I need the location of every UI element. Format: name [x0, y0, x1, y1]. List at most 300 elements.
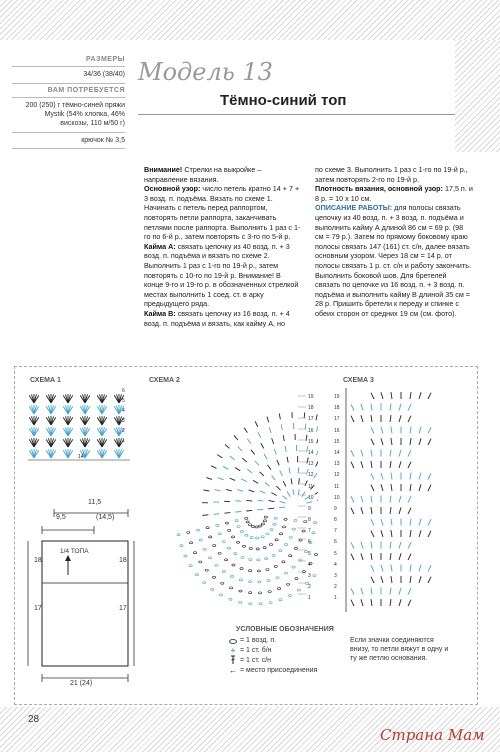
- s1-row: 6: [122, 388, 125, 394]
- stitch-mark: [237, 490, 243, 492]
- stitch-mark: [391, 519, 392, 526]
- stitch-mark: [241, 479, 246, 482]
- stitch-mark: [218, 478, 224, 480]
- chain-mark: [276, 577, 279, 579]
- s3-row-number: 7: [334, 528, 337, 535]
- s3-row-number: 13: [334, 461, 340, 468]
- chain-mark: [274, 565, 277, 567]
- stitch-mark: [391, 565, 392, 572]
- chain-mark: [284, 518, 287, 520]
- dim-height-lower-left: 17: [34, 605, 42, 612]
- stitch-mark: [242, 458, 246, 462]
- stitch-mark: [428, 519, 431, 525]
- chain-mark: [239, 590, 242, 592]
- stitch-mark: [381, 519, 383, 526]
- stitch-mark: [293, 489, 294, 495]
- stitch-mark: [410, 484, 411, 491]
- join-arrow-icon: ←: [229, 665, 237, 675]
- chain-mark: [189, 542, 192, 544]
- chain-mark: [227, 547, 230, 549]
- stitch-mark: [351, 554, 354, 560]
- stitch-mark: [419, 519, 421, 526]
- side-info: [12, 56, 125, 149]
- stitch-mark: [419, 392, 421, 399]
- chain-mark: [263, 547, 266, 549]
- stitch-mark: [428, 427, 431, 433]
- chain-mark: [267, 579, 270, 581]
- stitch-mark: [390, 450, 391, 457]
- stitch-mark: [251, 450, 255, 455]
- chain-mark: [302, 530, 305, 532]
- s2-row-number: 5: [308, 550, 311, 557]
- stitch-mark: [217, 455, 222, 458]
- chain-mark: [213, 545, 216, 547]
- chain-mark: [222, 571, 225, 573]
- single-crochet-icon: +: [230, 645, 236, 655]
- legend: [226, 635, 346, 675]
- stitch-mark: [265, 483, 270, 487]
- chain-mark: [229, 598, 232, 600]
- s3-row-number: 3: [334, 573, 337, 579]
- stitch-mark: [244, 428, 247, 433]
- chain-mark: [299, 539, 302, 541]
- stitch-mark: [238, 447, 242, 451]
- chain-mark: [257, 559, 260, 561]
- chain-mark: [208, 557, 211, 559]
- s2-row-number: 13: [308, 461, 314, 468]
- stitch-mark: [371, 519, 374, 525]
- chain-mark: [304, 520, 307, 522]
- stitch-mark: [351, 588, 354, 594]
- chain-mark: [255, 526, 258, 528]
- stitch-mark: [381, 438, 383, 445]
- stitch-mark: [279, 413, 280, 419]
- chain-mark: [199, 561, 202, 563]
- s1-row: 3: [122, 418, 125, 424]
- chain-mark: [259, 603, 262, 605]
- chain-mark: [232, 564, 235, 566]
- stitch-mark: [306, 435, 307, 441]
- dim-height-upper-left: 18: [34, 557, 42, 564]
- stitch-mark: [371, 415, 372, 422]
- s2-row-number: 16: [308, 427, 314, 434]
- stitch-mark: [361, 588, 363, 595]
- stitch-mark: [361, 496, 363, 503]
- s2-row-number: 2: [308, 584, 311, 591]
- stitch-mark: [246, 510, 252, 511]
- scheme-2-stitches: [177, 396, 318, 605]
- s1-row: 4: [122, 408, 125, 414]
- stitch-mark: [371, 473, 374, 479]
- stitch-mark: [302, 492, 305, 497]
- stitch-mark: [408, 600, 411, 606]
- stitch-mark: [410, 392, 411, 399]
- stitch-mark: [381, 427, 383, 434]
- stitch-mark: [280, 501, 286, 503]
- stitch-mark: [391, 530, 392, 537]
- stitch-mark: [371, 450, 372, 457]
- stitch-mark: [269, 500, 275, 501]
- stitch-mark: [390, 461, 391, 468]
- legend-label: = место присоединения: [240, 666, 318, 674]
- stitch-mark: [223, 466, 228, 469]
- stitch-mark: [419, 576, 421, 583]
- s2-row-number: 14: [308, 449, 314, 456]
- s2-row-number: 8: [308, 517, 311, 524]
- stitch-mark: [271, 493, 276, 496]
- stitch-mark: [260, 472, 264, 476]
- scheme-1-stitches: [28, 394, 130, 460]
- stitch-mark: [361, 461, 363, 468]
- chain-mark: [292, 566, 295, 568]
- materials-heading: ВАМ ПОТРЕБУЕТСЯ: [47, 87, 125, 94]
- stitch-mark: [230, 456, 235, 460]
- chain-mark: [234, 553, 237, 555]
- stitch-mark: [371, 439, 374, 445]
- chain-mark: [205, 569, 208, 571]
- chain-mark: [269, 601, 272, 603]
- stitch-mark: [211, 466, 216, 469]
- chain-mark: [249, 592, 252, 594]
- stitch-mark: [305, 480, 307, 485]
- stitch-mark: [282, 496, 287, 500]
- scheme-3-stitches: [346, 388, 431, 612]
- stitch-mark: [272, 476, 276, 481]
- stitch-mark: [390, 496, 391, 503]
- chain-mark: [264, 516, 267, 518]
- stitch-mark: [410, 427, 411, 434]
- stitch-mark: [247, 469, 252, 473]
- chain-mark: [236, 541, 239, 543]
- chain-mark: [209, 536, 212, 538]
- stitch-mark: [371, 461, 372, 468]
- page-number: 28: [28, 714, 40, 725]
- p2-label: Основной узор:: [144, 184, 201, 194]
- stitch-mark: [289, 468, 290, 474]
- s2-row-number: 4: [308, 561, 311, 568]
- density-text: 17,5 п. и 8 р. = 10 х 10 см.: [315, 184, 473, 203]
- stitch-mark: [390, 588, 391, 595]
- s2-row-number: 17: [308, 416, 314, 423]
- stitch-mark: [371, 496, 372, 503]
- page-title: Тёмно-синий топ: [220, 92, 347, 109]
- chain-mark: [218, 552, 221, 554]
- chain-mark: [284, 572, 287, 574]
- chain-mark: [299, 559, 302, 561]
- chain-mark: [249, 559, 252, 561]
- stitch-mark: [255, 421, 258, 426]
- p5-text: по схеме 3. Выполнить 1 раз с 1-го по 19-й р., затем повторять 2-го по 19-й р.: [315, 165, 468, 184]
- stitch-mark: [361, 450, 363, 457]
- s2-row-number: 3: [308, 573, 311, 579]
- stitch-mark: [419, 427, 421, 434]
- stitch-mark: [258, 432, 261, 437]
- s3-row-number: 4: [334, 561, 337, 568]
- s3-row-number: 10: [334, 494, 340, 501]
- stitch-mark: [399, 461, 401, 468]
- s3-row-number: 6: [334, 539, 337, 546]
- p4-text: связать цепочку из 16 возд. п. + 4 возд. п. подъёма и вязать, как кайму А, но: [144, 308, 290, 328]
- stitch-mark: [274, 449, 276, 455]
- chain-mark: [239, 579, 242, 581]
- stitch-mark: [260, 491, 266, 493]
- chain-mark: [289, 555, 292, 557]
- stitch-mark: [235, 501, 241, 502]
- chain-mark: [294, 519, 297, 521]
- stitch-mark: [281, 424, 282, 430]
- stitch-mark: [408, 462, 411, 468]
- chain-mark: [221, 582, 224, 584]
- chain-mark: [285, 544, 288, 546]
- stitch-mark: [267, 417, 269, 423]
- legend-note: Если значки соединяются внизу, то петли вяжут в одну и ту же петлю основания.: [350, 637, 449, 662]
- stitch-mark: [371, 485, 374, 491]
- s3-row-number: 12: [334, 472, 340, 479]
- s2-row-number: 1: [308, 595, 311, 602]
- chain-mark: [257, 570, 260, 572]
- chain-mark: [240, 530, 243, 532]
- stitch-mark: [224, 513, 230, 514]
- stitch-mark: [371, 393, 374, 399]
- stitch-mark: [361, 542, 363, 549]
- stitch-mark: [280, 471, 282, 476]
- stitch-mark: [226, 489, 232, 490]
- stitch-mark: [381, 576, 383, 583]
- stitch-mark: [268, 508, 274, 509]
- s3-row-number: 1: [334, 595, 337, 602]
- stitch-mark: [371, 542, 372, 549]
- scheme-1-row-numbers: [122, 388, 134, 448]
- chain-mark: [248, 524, 251, 526]
- scheme-1-title: СХЕМА 1: [30, 377, 61, 384]
- s1-row: 2: [122, 428, 125, 434]
- stitch-mark: [246, 500, 252, 501]
- materials-line-3: вискозы, 110 м/50 г): [60, 120, 125, 127]
- work-label: ОПИСАНИЕ РАБОТЫ:: [315, 203, 393, 213]
- s3-row-number: 18: [334, 405, 340, 412]
- chain-mark: [245, 517, 248, 519]
- sizes-value: 34/36 (38/40): [83, 71, 125, 78]
- stitch-mark: [230, 478, 236, 480]
- dim-top-width: 11,5: [88, 499, 102, 506]
- stitch-mark: [261, 443, 264, 448]
- legend-row-dc: [226, 655, 346, 665]
- stitch-mark: [391, 392, 392, 399]
- stitch-mark: [272, 438, 274, 444]
- stitch-mark: [225, 444, 230, 448]
- s2-row-number: 10: [308, 494, 314, 501]
- pattern-diagram: [20, 495, 140, 695]
- stitch-mark: [371, 588, 372, 595]
- p4-label: Кайма В:: [144, 308, 176, 318]
- materials-line-2: Mystik (54% хлопка, 46%: [44, 111, 125, 118]
- stitch-mark: [206, 478, 212, 480]
- chain-mark: [270, 529, 273, 531]
- stitch-mark: [391, 576, 392, 583]
- stitch-mark: [410, 519, 411, 526]
- stitch-mark: [381, 565, 383, 572]
- chain-mark: [206, 527, 209, 529]
- s3-row-number: 5: [334, 550, 337, 557]
- chain-mark: [297, 589, 300, 591]
- scheme-3-chart: [340, 386, 450, 614]
- stitch-mark: [408, 554, 411, 560]
- p3-label: Кайма А:: [144, 241, 176, 251]
- stitch-mark: [428, 473, 431, 479]
- chain-mark: [199, 539, 202, 541]
- dim-bottom-width: 21 (24): [70, 680, 93, 687]
- stitch-mark: [381, 473, 383, 480]
- stitch-mark: [371, 404, 372, 411]
- chain-mark: [295, 578, 298, 580]
- stitch-mark: [361, 553, 363, 560]
- text-column-2: [315, 165, 473, 319]
- stitch-mark: [305, 424, 306, 430]
- chain-mark: [289, 536, 292, 538]
- stitch-mark: [399, 588, 401, 595]
- chain-mark: [211, 588, 214, 590]
- model-number: Модель 13: [138, 58, 273, 86]
- stitch-mark: [391, 473, 392, 480]
- stitch-mark: [408, 588, 411, 594]
- stitch-mark: [410, 565, 411, 572]
- chain-mark: [279, 533, 282, 535]
- stitch-mark: [299, 478, 300, 484]
- stitch-mark: [381, 530, 383, 537]
- chain-mark: [249, 547, 252, 549]
- chain-mark: [180, 545, 183, 547]
- stitch-mark: [371, 599, 372, 606]
- stitch-mark: [381, 392, 383, 399]
- stitch-mark: [279, 507, 285, 508]
- stitch-mark: [361, 507, 363, 514]
- rapport-label: 14: [78, 454, 84, 460]
- stitch-mark: [351, 462, 354, 468]
- chain-mark: [258, 525, 261, 527]
- stitch-mark: [255, 461, 259, 465]
- chain-mark: [184, 555, 187, 557]
- stitch-mark: [390, 415, 391, 422]
- s1-row: 1: [122, 438, 125, 444]
- s3-row-number: 2: [334, 584, 337, 591]
- chain-mark: [225, 522, 228, 524]
- chain-mark: [193, 552, 196, 554]
- stitch-mark: [351, 542, 354, 548]
- s3-row-number: 14: [334, 449, 340, 456]
- work-text: для полосы связать цепочку из 40 возд. п. + 3 возд. п. подъёма и выполнить кайму А длиной 86 см = 69 р. (98 см = 79 р.). Затем по прямому боковому краю полосы связать 147 (161) ст. с/н, далее вязать основным узором. Через 18 см = 14 р. от полосы связать 1 р. ст. с/н и работу закончить. Выполнить боковой шов. Для бретелей связать по цепочке из 16 возд. п. + 3 возд. п. подъёма и выполнить кайму В длиной 35 см = 28 р. Пришить бретели к переду и спинке с обеих сторон от средних 19 см (см. фото).: [315, 203, 471, 318]
- legend-row-join: [226, 665, 346, 675]
- stitch-mark: [428, 565, 431, 571]
- dim-left-width: 9,5: [56, 514, 66, 521]
- stitch-mark: [235, 468, 240, 471]
- stitch-mark: [428, 439, 431, 445]
- stitch-mark: [390, 542, 391, 549]
- p2-text: число петель кратно 14 + 7 + 3 возд. п. подъёма. Вязать по схеме 1. Начинать с петель перед раппортом, повторять петли раппорта, заканчивать петлями после раппорта. Выполнить 1 раз с 1-го по 6-й р., затем повторять с 3-го по 5-й р.: [144, 184, 301, 242]
- hook-size: крючок № 3,5: [81, 137, 125, 144]
- chain-mark: [248, 570, 251, 572]
- stitch-mark: [428, 393, 431, 399]
- stitch-mark: [390, 553, 391, 560]
- stitch-mark: [399, 553, 401, 560]
- chain-mark: [269, 544, 272, 546]
- chain-mark: [224, 559, 227, 561]
- stitch-mark: [276, 486, 280, 490]
- stitch-mark: [371, 427, 374, 433]
- stitch-mark: [247, 439, 251, 444]
- stitch-mark: [268, 465, 271, 470]
- chain-mark: [177, 534, 180, 536]
- legend-row-sc: [226, 645, 346, 655]
- s3-row-number: 16: [334, 427, 340, 434]
- title-rule: [138, 114, 455, 115]
- chain-mark: [292, 528, 295, 530]
- text-column-1: [144, 165, 302, 328]
- stitch-mark: [361, 415, 363, 422]
- chain-mark: [258, 581, 261, 583]
- s3-row-number: 15: [334, 438, 340, 445]
- stitch-mark: [371, 553, 372, 560]
- chain-mark: [266, 533, 269, 535]
- stitch-mark: [390, 599, 391, 606]
- chain-mark: [230, 575, 233, 577]
- stitch-mark: [391, 427, 392, 434]
- stitch-mark: [419, 473, 421, 480]
- stitch-mark: [361, 599, 363, 606]
- chain-mark: [216, 524, 219, 526]
- stitch-mark: [399, 415, 401, 422]
- stitch-mark: [390, 507, 391, 514]
- stitch-mark: [419, 530, 421, 537]
- chain-mark: [272, 554, 275, 556]
- chain-mark: [242, 545, 245, 547]
- sizes-heading: РАЗМЕРЫ: [85, 56, 125, 63]
- stitch-mark: [410, 438, 411, 445]
- legend-title: УСЛОВНЫЕ ОБОЗНАЧЕНИЯ: [236, 626, 334, 633]
- chain-mark: [203, 582, 206, 584]
- stitch-mark: [399, 450, 401, 457]
- stitch-mark: [399, 404, 401, 411]
- chain-mark: [294, 547, 297, 549]
- materials-line-1: 200 (250) г тёмно-синей пряжи: [25, 102, 125, 109]
- chain-mark: [196, 529, 199, 531]
- stitch-mark: [283, 435, 284, 441]
- chain-mark: [187, 531, 190, 533]
- chain-mark: [263, 520, 266, 522]
- chain-mark: [237, 525, 240, 527]
- stitch-mark: [287, 457, 288, 463]
- s2-row-number: 11: [308, 483, 314, 490]
- stitch-mark: [215, 490, 221, 491]
- stitch-mark: [304, 412, 305, 418]
- chain-mark: [273, 523, 276, 525]
- p1-text: Стрелки на выкройке – направление вязания.: [144, 165, 262, 184]
- chain-mark: [302, 571, 305, 573]
- density-label: Плотность вязания, основной узор:: [315, 184, 443, 194]
- stitch-mark: [202, 515, 208, 516]
- s3-row-number: 9: [334, 505, 337, 512]
- legend-label: = 1 возд. п.: [240, 636, 277, 644]
- s2-row-number: 9: [308, 505, 311, 512]
- chain-mark: [203, 548, 206, 550]
- stitch-mark: [399, 496, 401, 503]
- s2-row-number: 7: [308, 528, 311, 535]
- scheme-2-row-numbers: [308, 394, 322, 607]
- stitch-mark: [428, 531, 431, 537]
- chain-mark: [248, 581, 251, 583]
- stitch-mark: [249, 490, 255, 492]
- dim-height-upper-right: 18: [119, 557, 127, 564]
- stitch-mark: [235, 511, 241, 512]
